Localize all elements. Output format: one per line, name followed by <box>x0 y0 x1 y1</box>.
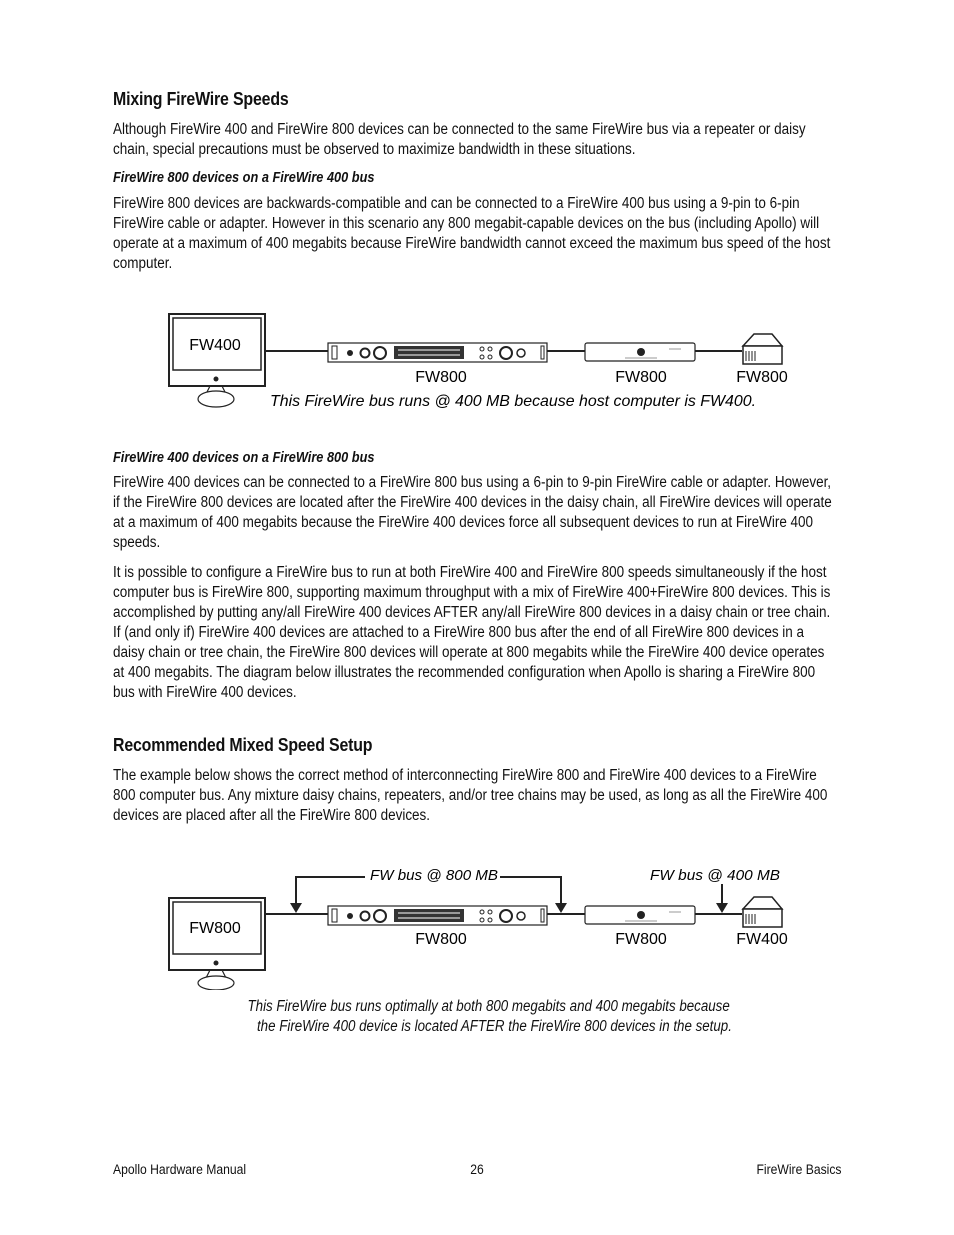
diagram-mixed-speed-graphic <box>160 860 800 990</box>
fw800-on-fw400-paragraph: FireWire 800 devices are backwards-compatible and can be connected to a FireWire 400 bus using a 9-pin to 6-pin FireWire cable or adapter. However in this scenario any 800 megabit-capable devices on the bus (including Apollo) will operate at a maximum of 400 megabits because FireWire bandwidth cannot exceed the maximum bus speed of the host computer. <box>113 195 831 272</box>
subheading-fw800-on-fw400: FireWire 800 devices on a FireWire 400 bus <box>113 170 375 186</box>
section-heading-recommended-setup: Recommended Mixed Speed Setup <box>113 734 373 755</box>
firewire-device-icon <box>585 343 695 361</box>
firewire-device-icon <box>585 906 695 924</box>
apollo-interface-icon <box>328 343 547 362</box>
diagram2-caption-line2: the FireWire 400 device is located AFTER the FireWire 800 devices in the setup. <box>256 1018 732 1035</box>
section-heading-mixing-speeds: Mixing FireWire Speeds <box>113 88 289 109</box>
diagram-mixed-speed <box>160 860 800 990</box>
mixed-speed-paragraph: It is possible to configure a FireWire bus to run at both FireWire 400 and FireWire 800 speeds simultaneously if the host computer bus is FireWire 800, supporting maximum throughput with a mix of FireWire 400+FireWire 800 devices. This is accomplished by putting any/all FireWire 400 devices AFTER any/all FireWire 800 devices in a daisy chain or tree chain. If (and only if) FireWire 400 devices are attached to a FireWire 800 bus after the end of all FireWire 800 devices in a daisy chain or tree chain, the FireWire 800 devices will operate at 800 megabits while the FireWire 400 device operates at 400 megabits. The diagram below illustrates the recommended configuration when Apollo is sharing a FireWire 800 bus with FireWire 400 devices. <box>113 564 831 701</box>
computer-label: FW800 <box>189 920 241 937</box>
computer-icon <box>169 898 265 990</box>
apollo-interface-icon <box>328 906 547 925</box>
diagram1-caption: This FireWire bus runs @ 400 MB because host computer is FW400. <box>270 393 756 410</box>
fw400-on-fw800-paragraph: FireWire 400 devices can be connected to a FireWire 800 bus using a 6-pin to 9-pin FireWire cable or adapter. However, if the FireWire 800 devices are located after the FireWire 400 devices in the daisy chain, all FireWire devices will operate at a maximum of 400 megabits because the FireWire 400 devices force all subsequent devices to run at FireWire 400 speeds. <box>113 474 832 551</box>
footer-manual-title: Apollo Hardware Manual <box>113 1162 247 1177</box>
recommended-setup-paragraph: The example below shows the correct method of interconnecting FireWire 800 and FireWire 400 devices to a FireWire 800 computer bus. Any mixture daisy chains, repeaters, and/or tree chains may be used, as long as all the FireWire 400 devices are placed after all the FireWire 800 devices. <box>113 767 828 824</box>
hard-drive-icon <box>743 897 782 927</box>
footer-section-title: FireWire Basics <box>756 1162 842 1177</box>
device3-label: FW400 <box>736 931 788 948</box>
device2-label: FW800 <box>615 369 667 386</box>
bus400-arrow <box>716 884 728 913</box>
bus800-label: FW bus @ 800 MB <box>370 867 498 884</box>
diagram-fw400-bus <box>160 308 800 416</box>
device1-label: FW800 <box>415 931 467 948</box>
intro-paragraph: Although FireWire 400 and FireWire 800 devices can be connected to the same FireWire bus via a repeater or daisy chain, special precautions must be observed to maximize bandwidth in these situations. <box>113 121 806 158</box>
diagram-fw400-bus-graphic <box>160 308 800 416</box>
subheading-fw400-on-fw800: FireWire 400 devices on a FireWire 800 bus <box>113 450 375 466</box>
computer-label: FW400 <box>189 337 241 354</box>
bus400-label: FW bus @ 400 MB <box>650 867 780 884</box>
device2-label: FW800 <box>615 931 667 948</box>
diagram2-caption-line1: This FireWire bus runs optimally at both 800 megabits and 400 megabits because <box>247 998 730 1015</box>
device1-label: FW800 <box>415 369 467 386</box>
computer-icon <box>169 314 265 407</box>
device3-label: FW800 <box>736 369 788 386</box>
hard-drive-icon <box>743 334 782 364</box>
footer-page-number: 26 <box>470 1162 484 1177</box>
